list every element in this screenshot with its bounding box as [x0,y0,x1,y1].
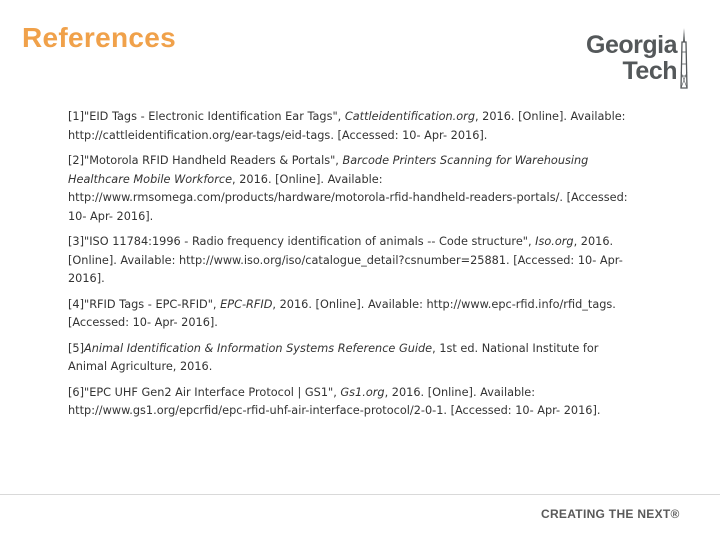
reference-details: , 2016. [Online]. Available: http://www.gs1.org/epcrfid/epc-rfid-uhf-air-interface-protocol/2-0-1. [Accessed: 10- Apr- 2016]. [68,385,601,417]
logo-word-tech: Tech [622,57,677,85]
reference-number: [5] [68,341,85,355]
reference-number: [3] [68,235,85,248]
reference-source: Animal Identification & Information Systems Reference Guide [84,341,433,355]
reference-text: "EID Tags - Electronic Identification Ear Tags", [84,110,345,123]
reference-item [68,340,628,377]
footer-divider [0,494,720,495]
reference-item [68,233,628,289]
reference-text: "EPC UHF Gen2 Air Interface Protocol | GS1", [84,385,341,399]
reference-number: [6] [68,385,85,399]
reference-item [68,152,628,226]
reference-number: [4] [68,297,85,311]
logo-word-georgia: Georgia [586,31,677,59]
reference-item [68,384,628,421]
reference-details: , 2016. [Online]. Available: http://www.iso.org/iso/catalogue_detail?csnumber=25881. [Accessed: 10- Apr- 2016]. [68,235,623,285]
tower-icon [676,28,692,90]
reference-text: "Motorola RFID Handheld Readers & Portals", [84,154,343,167]
reference-text: "ISO 11784:1996 - Radio frequency identification of animals -- Code structure", [84,235,536,248]
reference-source: Iso.org [535,235,574,248]
reference-details: , 2016. [Online]. Available: http://cattleidentification.org/ear-tags/eid-tags. [Accessed: 10- Apr- 2016]. [68,110,626,142]
reference-item [68,108,628,145]
reference-source: Barcode Printers Scanning for Warehousing Healthcare Mobile Workforce [68,154,589,186]
reference-details: , 2016. [Online]. Available: http://www.epc-rfid.info/rfid_tags. [Accessed: 10- Apr- 2016]. [68,297,616,329]
georgia-tech-logo [542,28,692,94]
reference-text: "RFID Tags - EPC-RFID", [84,297,221,311]
footer-tagline: CREATING THE NEXT® [541,507,680,521]
reference-source: Cattleidentification.org [344,110,475,123]
reference-source: EPC-RFID [220,297,273,311]
reference-number: [1] [68,110,85,123]
reference-item [68,296,628,333]
reference-source: Gs1.org [340,385,385,399]
slide-title: References [22,22,176,53]
reference-details: , 1st ed. National Institute for Animal Agriculture, 2016. [68,341,599,373]
reference-details: , 2016. [Online]. Available: http://www.rmsomega.com/products/hardware/motorola-rfid-handheld-readers-portals/. [Accessed: 10- Apr- 2016]. [68,172,628,223]
reference-list [68,108,628,428]
reference-number: [2] [68,154,85,167]
